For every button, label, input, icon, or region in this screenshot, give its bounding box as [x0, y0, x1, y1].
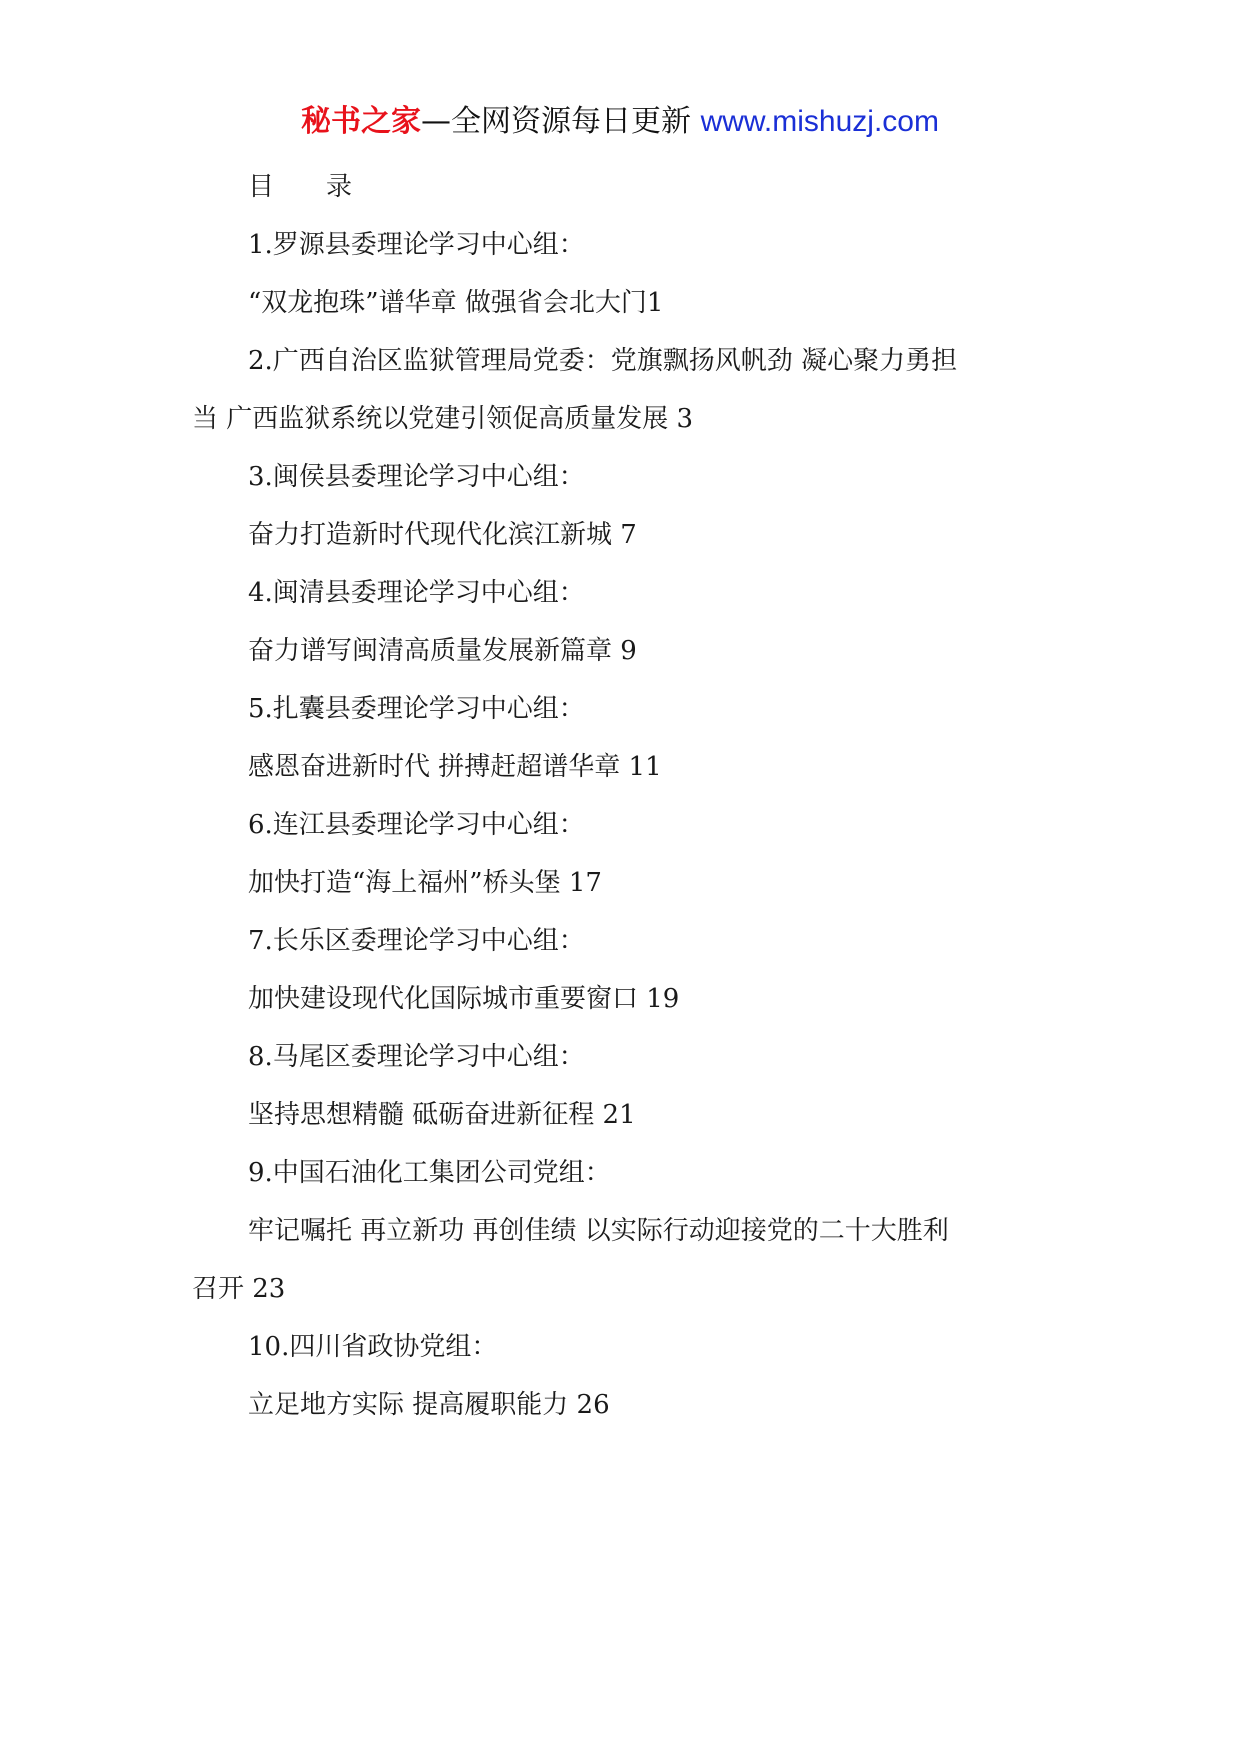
toc-entry-8-org: 8.马尾区委理论学习中心组：: [248, 1042, 585, 1072]
toc-entry-9-title-cont: 召开 23: [192, 1274, 286, 1304]
header-tagline: —全网资源每日更新: [421, 104, 701, 139]
toc-entry-6-org: 6.连江县委理论学习中心组：: [248, 810, 585, 840]
toc-entry-7-title: 加快建设现代化国际城市重要窗口 19: [248, 984, 680, 1014]
toc-entry-4-org: 4.闽清县委理论学习中心组：: [248, 578, 585, 608]
toc-entry-5-title: 感恩奋进新时代 拼搏赶超谱华章 11: [248, 752, 662, 782]
site-header: [0, 100, 1240, 144]
toc-entry-9-org: 9.中国石油化工集团公司党组：: [248, 1158, 611, 1188]
toc-entry-10-title: 立足地方实际 提高履职能力 26: [248, 1390, 610, 1420]
toc-entry-3-org: 3.闽侯县委理论学习中心组：: [248, 462, 585, 492]
site-url[interactable]: www.mishuzj.com: [700, 105, 939, 138]
brand-name: 秘书之家: [301, 104, 422, 139]
toc-entry-7-org: 7.长乐区委理论学习中心组：: [248, 926, 585, 956]
toc-title: 目 录: [248, 172, 353, 202]
toc-entry-4-title: 奋力谱写闽清高质量发展新篇章 9: [248, 636, 637, 666]
toc-entry-10-org: 10.四川省政协党组：: [248, 1332, 498, 1362]
toc-entry-2-org: 2.广西自治区监狱管理局党委：党旗飘扬风帆劲 凝心聚力勇担: [248, 346, 958, 376]
toc-entry-6-title: 加快打造“海上福州”桥头堡 17: [248, 868, 602, 898]
toc-entry-3-title: 奋力打造新时代现代化滨江新城 7: [248, 520, 637, 550]
toc-entry-1-org: 1.罗源县委理论学习中心组：: [248, 230, 585, 260]
toc-entry-5-org: 5.扎囊县委理论学习中心组：: [248, 694, 585, 724]
toc-entry-1-title: “双龙抱珠”谱华章 做强省会北大门1: [248, 288, 664, 318]
toc-entry-8-title: 坚持思想精髓 砥砺奋进新征程 21: [248, 1100, 636, 1130]
toc-entry-2-title: 当 广西监狱系统以党建引领促高质量发展 3: [192, 404, 694, 434]
toc-entry-9-title: 牢记嘱托 再立新功 再创佳绩 以实际行动迎接党的二十大胜利: [248, 1216, 949, 1246]
